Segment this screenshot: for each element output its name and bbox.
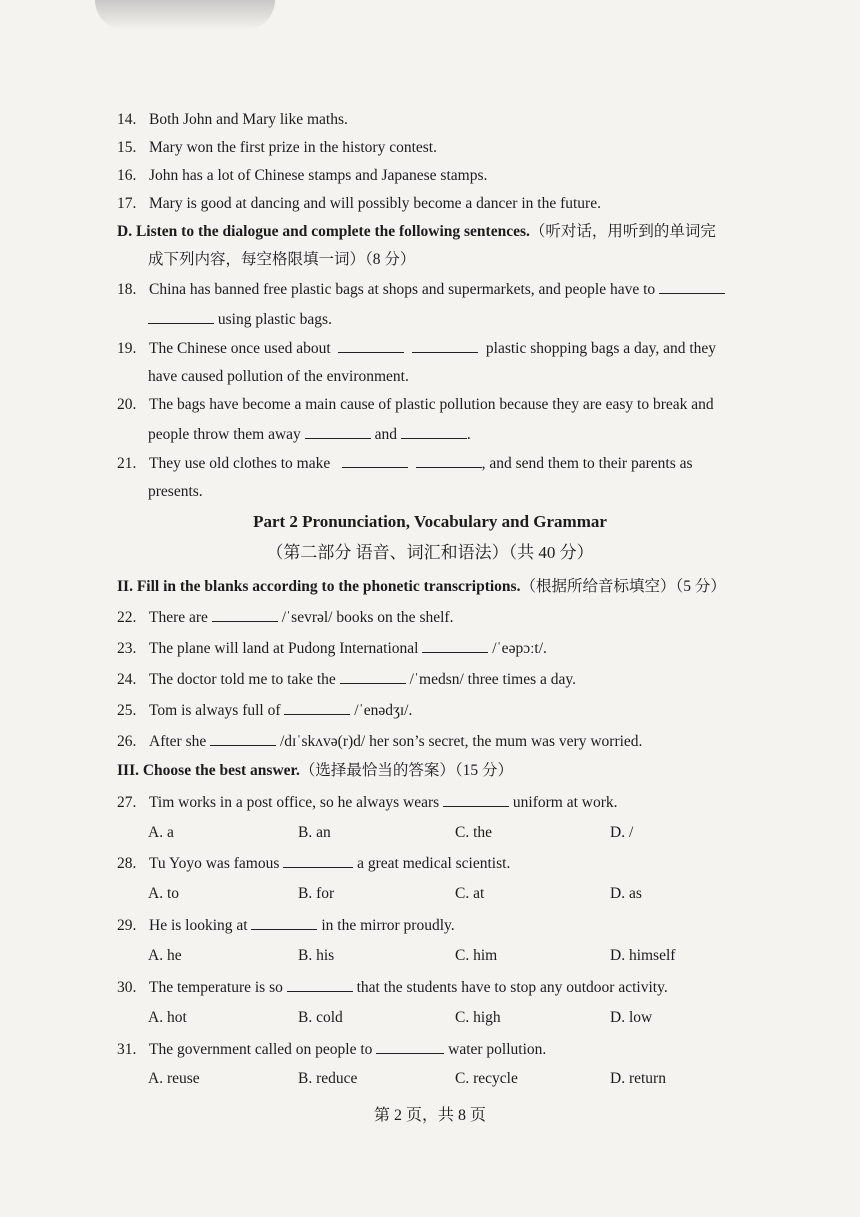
question-text: John has a lot of Chinese stamps and Japanese stamps. (149, 167, 488, 184)
question-16 (117, 166, 487, 186)
option-d[interactable]: D. return (610, 1070, 666, 1087)
option-c[interactable]: C. recycle (455, 1070, 518, 1087)
answer-blank[interactable] (148, 309, 214, 324)
question-text: /ˈeəpɔːt/. (492, 640, 547, 657)
option-c[interactable]: C. the (455, 824, 493, 841)
question-number: 20. (117, 396, 137, 413)
question-20-cont (148, 424, 471, 445)
question-text: water pollution. (448, 1041, 547, 1058)
question-17 (117, 194, 601, 214)
question-text: Tom is always full of (149, 702, 281, 719)
option-a[interactable]: A. hot (148, 1009, 187, 1026)
question-text: and (374, 426, 397, 443)
option-a[interactable]: A. he (148, 947, 182, 964)
question-text: people throw them away (148, 426, 301, 443)
answer-blank[interactable] (283, 853, 353, 868)
answer-blank[interactable] (284, 700, 350, 715)
question-number: 23. (117, 640, 137, 657)
question-text: He is looking at (149, 917, 248, 934)
question-21 (117, 453, 693, 474)
question-number: 16. (117, 167, 137, 184)
question-28 (117, 853, 510, 874)
option-c[interactable]: C. him (455, 947, 498, 964)
question-27 (117, 792, 618, 813)
option-a[interactable]: A. a (148, 824, 174, 841)
answer-blank[interactable] (342, 453, 408, 468)
section-iii-heading (117, 761, 513, 781)
question-text: Mary is good at dancing and will possibly become a dancer in the future. (149, 195, 601, 212)
question-23 (117, 638, 547, 659)
section-ii-heading-en: II. Fill in the blanks according to the phonetic transcriptions. (117, 578, 521, 595)
question-30 (117, 977, 668, 998)
answer-blank[interactable] (401, 424, 467, 439)
option-a[interactable]: A. reuse (148, 1070, 200, 1087)
question-31 (117, 1039, 546, 1060)
question-20 (117, 395, 714, 415)
question-25 (117, 700, 412, 721)
question-text: /dɪˈskʌvə(r)d/ her son’s secret, the mum was very worried. (280, 733, 643, 750)
question-text: Tim works in a post office, so he always wears (149, 794, 440, 811)
question-number: 14. (117, 111, 137, 128)
question-29 (117, 915, 455, 936)
answer-blank[interactable] (305, 424, 371, 439)
question-number: 30. (117, 979, 137, 996)
question-text: /ˈenədʒɪ/. (354, 702, 413, 719)
option-d[interactable]: D. low (610, 1009, 653, 1026)
option-b[interactable]: B. his (298, 947, 335, 964)
question-text: . (466, 426, 471, 443)
question-number: 18. (117, 281, 137, 298)
question-text: Mary won the first prize in the history contest. (149, 139, 437, 156)
option-d[interactable]: D. himself (610, 947, 676, 964)
option-d[interactable]: D. as (610, 885, 642, 902)
question-text: /ˈsevrəl/ books on the shelf. (281, 609, 454, 626)
question-number: 28. (117, 855, 137, 872)
question-24 (117, 669, 576, 690)
question-18 (117, 279, 725, 300)
section-ii-heading (117, 577, 726, 597)
question-14 (117, 110, 348, 130)
question-number: 17. (117, 195, 137, 212)
question-number: 29. (117, 917, 137, 934)
question-19-cont: have caused pollution of the environment. (148, 368, 409, 385)
part2-title: Part 2 Pronunciation, Vocabulary and Grammar (253, 512, 607, 531)
answer-blank[interactable] (412, 338, 478, 353)
question-text: The plane will land at Pudong International (149, 640, 419, 657)
question-22 (117, 607, 453, 628)
answer-blank[interactable] (212, 607, 278, 622)
question-number: 21. (117, 455, 137, 472)
answer-blank[interactable] (416, 453, 482, 468)
page-footer: 第 2 页，共 8 页 (373, 1107, 486, 1124)
question-text: The government called on people to (149, 1041, 373, 1058)
question-text: The temperature is so (149, 979, 283, 996)
question-text: , and send them to their parents as (481, 455, 693, 472)
question-text: a great medical scientist. (357, 855, 511, 872)
question-text: China has banned free plastic bags at shops and supermarkets, and people have to (149, 281, 656, 298)
answer-blank[interactable] (443, 792, 509, 807)
question-text: The Chinese once used about (149, 340, 331, 357)
answer-blank[interactable] (210, 731, 276, 746)
question-21-cont: presents. (148, 483, 203, 500)
section-ii-heading-cn: （根据所给音标填空）（5 分） (520, 578, 726, 595)
question-text: After she (149, 733, 207, 750)
question-text: using plastic bags. (217, 311, 332, 328)
question-number: 27. (117, 794, 137, 811)
question-number: 26. (117, 733, 137, 750)
question-text: The doctor told me to take the (149, 671, 336, 688)
section-iii-heading-en: III. Choose the best answer. (117, 762, 300, 779)
question-15 (117, 138, 437, 158)
question-number: 25. (117, 702, 137, 719)
question-text: They use old clothes to make (149, 455, 331, 472)
section-d-heading-cn-2: 成下列内容，每空格限填一词）（8 分） (148, 251, 416, 268)
question-18-cont (148, 309, 332, 330)
question-number: 24. (117, 671, 137, 688)
question-text: plastic shopping bags a day, and they (485, 340, 717, 357)
option-b[interactable]: B. reduce (298, 1070, 358, 1087)
scan-smudge (95, 0, 275, 30)
option-b[interactable]: B. for (298, 885, 335, 902)
section-d-heading-cn-1: （听对话，用听到的单词完 (529, 223, 716, 240)
section-d-heading-en: D. Listen to the dialogue and complete the following sentences. (117, 223, 530, 240)
answer-blank[interactable] (338, 338, 404, 353)
answer-blank[interactable] (340, 669, 406, 684)
option-b[interactable]: B. an (298, 824, 331, 841)
question-19 (117, 338, 716, 359)
answer-blank[interactable] (376, 1039, 444, 1054)
option-d[interactable]: D. / (610, 824, 634, 841)
answer-blank[interactable] (422, 638, 488, 653)
question-26 (117, 731, 642, 752)
answer-blank[interactable] (659, 279, 725, 294)
answer-blank[interactable] (287, 977, 353, 992)
question-number: 22. (117, 609, 137, 626)
question-number: 19. (117, 340, 137, 357)
option-c[interactable]: C. at (455, 885, 485, 902)
option-b[interactable]: B. cold (298, 1009, 343, 1026)
question-number: 15. (117, 139, 137, 156)
question-text: /ˈmedsn/ three times a day. (409, 671, 576, 688)
question-text: The bags have become a main cause of plastic pollution because they are easy to break and (149, 396, 714, 413)
part2-subtitle: （第二部分 语音、词汇和语法）（共 40 分） (266, 543, 594, 562)
question-text: uniform at work. (512, 794, 618, 811)
option-c[interactable]: C. high (455, 1009, 501, 1026)
option-a[interactable]: A. to (148, 885, 179, 902)
question-text: in the mirror proudly. (321, 917, 455, 934)
section-iii-heading-cn: （选择最恰当的答案）（15 分） (299, 762, 513, 779)
question-text: There are (149, 609, 208, 626)
question-text: Both John and Mary like maths. (149, 111, 348, 128)
answer-blank[interactable] (251, 915, 317, 930)
section-d-heading (117, 222, 716, 242)
question-text: Tu Yoyo was famous (149, 855, 280, 872)
question-number: 31. (117, 1041, 137, 1058)
question-text: that the students have to stop any outdoor activity. (356, 979, 668, 996)
